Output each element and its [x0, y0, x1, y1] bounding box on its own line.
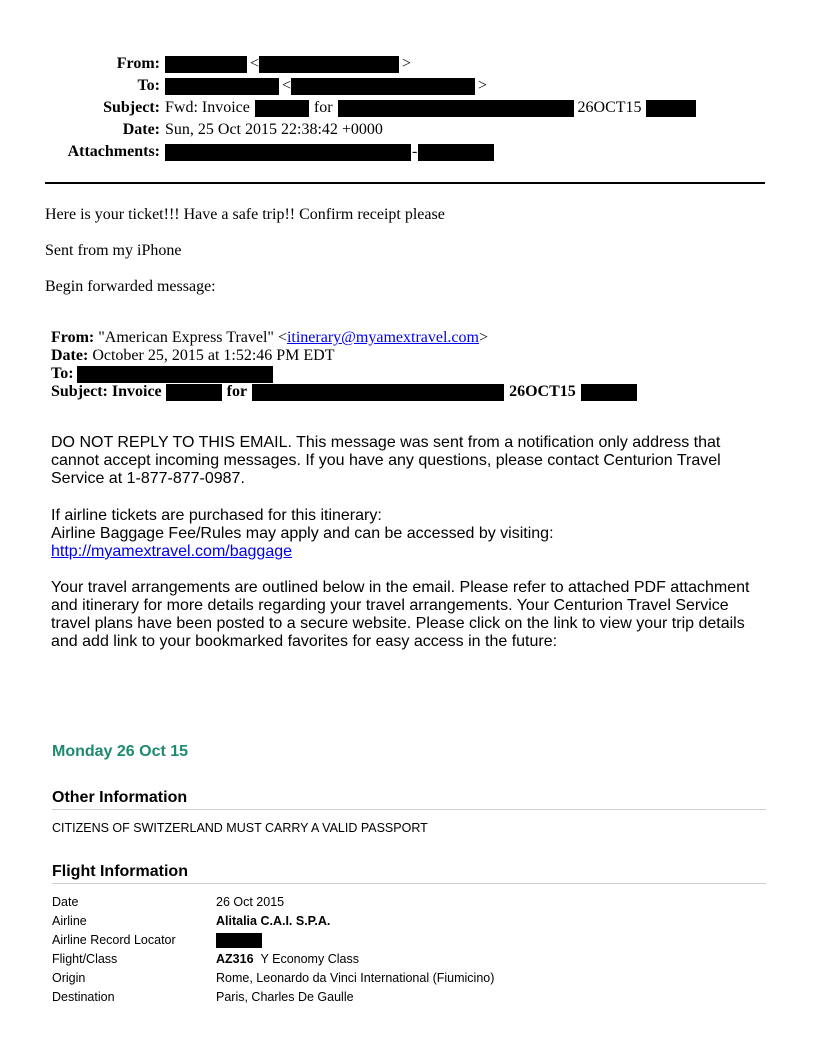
flight-class-label: Flight/Class — [52, 952, 118, 966]
table-row — [52, 969, 494, 988]
attachment-name[interactable]: - — [165, 141, 494, 163]
redacted-block — [646, 100, 696, 117]
table-row — [52, 893, 494, 912]
flight-info-heading: Flight Information — [52, 863, 766, 884]
fwd-date-row — [51, 347, 637, 365]
other-info-heading: Other Information — [52, 789, 766, 810]
redacted-block — [165, 56, 247, 73]
redacted-block — [216, 933, 262, 948]
header-divider — [45, 182, 765, 184]
redacted-block — [165, 144, 411, 161]
body-line-forwarded: Begin forwarded message: — [45, 278, 216, 295]
table-row — [52, 988, 494, 1007]
flight-date-label: Date — [52, 895, 79, 909]
redacted-block — [165, 78, 279, 95]
airline-value: Alitalia C.A.I. S.P.A. — [216, 914, 331, 928]
origin-label: Origin — [52, 971, 86, 985]
fwd-from-label: From: — [51, 329, 95, 346]
arrangements-paragraph: Your travel arrangements are outlined below in the email. Please refer to attached PDF attachment and itinerary for more details regarding your travel arrangements. Your Centurion Travel Service travel plans have been posted to a secure website. Please click on the link to view your trip details and add link to your bookmarked favorites for easy access in the future: — [51, 579, 750, 650]
baggage-link[interactable]: http://myamextravel.com/baggage — [51, 543, 293, 560]
header-attachments-row — [0, 141, 816, 163]
other-info-text: CITIZENS OF SWITZERLAND MUST CARRY A VALID PASSPORT — [52, 821, 428, 835]
header-from-row: From: < > — [0, 53, 816, 75]
forwarded-header — [51, 329, 637, 401]
class-value: Y Economy Class — [260, 952, 359, 966]
header-date-row — [0, 119, 816, 141]
baggage-line-1: If airline tickets are purchased for this itinerary: — [51, 507, 382, 524]
redacted-block — [338, 100, 574, 117]
from-label: From: — [116, 55, 160, 72]
header-to-row: To: < > — [0, 75, 816, 97]
table-row — [52, 912, 494, 931]
subject-label: Subject: — [103, 99, 160, 116]
email-header — [0, 53, 816, 163]
fwd-date-label: Date: — [51, 347, 89, 364]
redacted-block — [418, 144, 494, 161]
header-subject-row: Subject: Fwd: Invoice for 26OCT15 — [0, 97, 816, 119]
fwd-to-label: To: — [51, 365, 74, 382]
fwd-subject-row: Subject: Invoice for 26OCT15 — [51, 383, 637, 401]
to-label: To: — [137, 77, 160, 94]
fwd-subject-date: 26OCT15 — [509, 383, 576, 400]
redacted-block — [259, 56, 399, 73]
date-label: Date: — [122, 121, 160, 138]
fwd-from-email-link[interactable]: itinerary@myamextravel.com — [286, 329, 479, 346]
redacted-block — [166, 384, 222, 401]
destination-value: Paris, Charles De Gaulle — [216, 990, 354, 1004]
table-row — [52, 950, 494, 969]
redacted-block — [291, 78, 475, 95]
redacted-block — [252, 384, 504, 401]
baggage-line-2: Airline Baggage Fee/Rules may apply and can be accessed by visiting: — [51, 525, 554, 542]
flight-date-value: 26 Oct 2015 — [216, 895, 285, 909]
subject-prefix: Fwd: Invoice — [165, 99, 250, 116]
airline-label: Airline — [52, 914, 87, 928]
attachments-label: Attachments: — [67, 143, 160, 160]
notice-paragraph: DO NOT REPLY TO THIS EMAIL. This message was sent from a notification only address that cannot accept incoming messages. If you have any questions, please contact Centurion Travel Service at 1-877-877-0987. — [51, 434, 721, 487]
redacted-block — [255, 100, 309, 117]
fwd-subject-label: Subject: Invoice — [51, 383, 162, 400]
fwd-from-row: From: "American Express Travel" < itinerary@myamextravel.com > — [51, 329, 488, 346]
origin-value: Rome, Leonardo da Vinci International (Fiumicino) — [216, 971, 495, 985]
day-heading: Monday 26 Oct 15 — [52, 743, 189, 760]
redacted-block — [581, 384, 637, 401]
destination-label: Destination — [52, 990, 115, 1004]
table-row — [52, 931, 494, 950]
fwd-to-row — [51, 365, 637, 383]
flight-info-table — [52, 893, 494, 1007]
body-line-ticket: Here is your ticket!!! Have a safe trip!! Confirm receipt please — [45, 206, 445, 223]
body-line-signature: Sent from my iPhone — [45, 242, 182, 259]
date-value: Sun, 25 Oct 2015 22:38:42 +0000 — [165, 121, 383, 138]
redacted-block — [77, 366, 273, 383]
flight-number: AZ316 — [216, 952, 254, 966]
subject-date: 26OCT15 — [577, 99, 642, 116]
fwd-date-value: October 25, 2015 at 1:52:46 PM EDT — [92, 347, 335, 364]
record-locator-label: Airline Record Locator — [52, 933, 176, 947]
baggage-paragraph — [51, 507, 771, 561]
